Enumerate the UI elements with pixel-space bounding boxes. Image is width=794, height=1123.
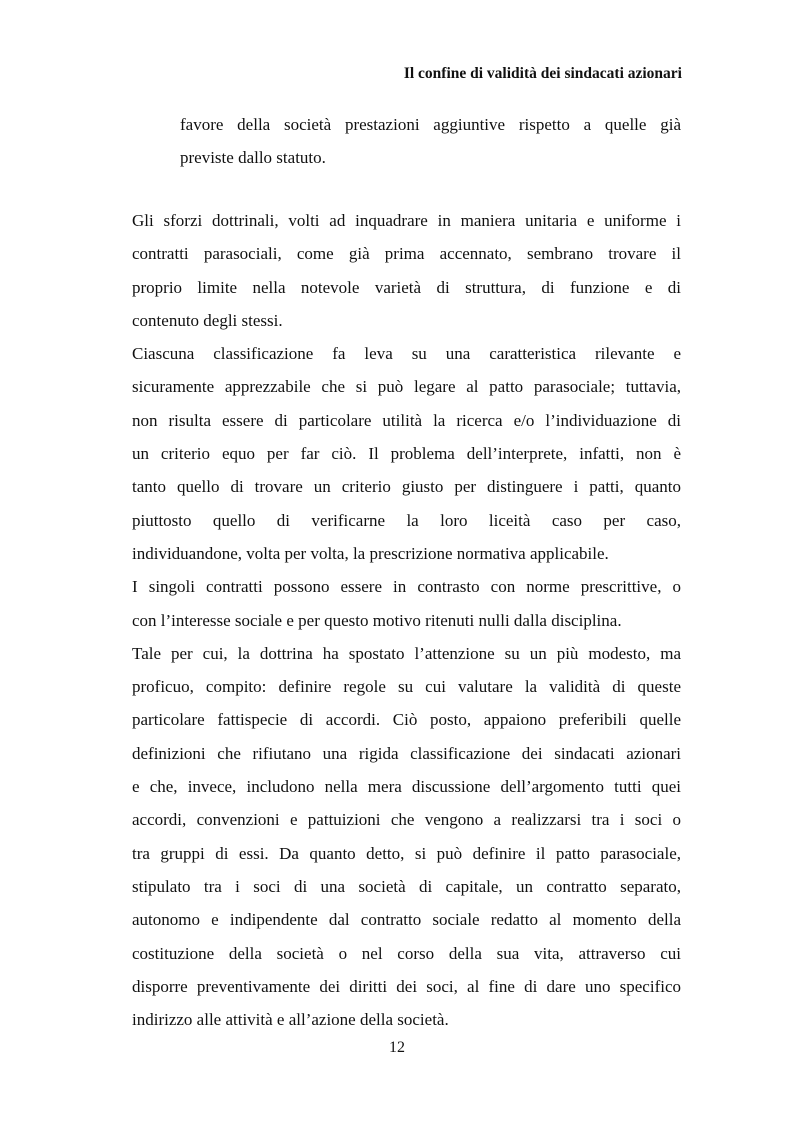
text-line: Ciascuna classificazione fa leva su una caratteristica rilevante e <box>132 344 681 364</box>
text-line: accordi, convenzioni e pattuizioni che vengono a realizzarsi tra i soci o <box>132 810 681 830</box>
text-line: proficuo, compito: definire regole su cui valutare la validità di queste <box>132 677 681 697</box>
text-line: definizioni che rifiutano una rigida classificazione dei sindacati azionari <box>132 743 681 763</box>
text-line: piuttosto quello di verificarne la loro liceità caso per caso, <box>132 510 681 530</box>
text-line: individuandone, volta per volta, la prescrizione normativa applicabile. <box>132 543 609 563</box>
text-line: tanto quello di trovare un criterio giusto per distinguere i patti, quanto <box>132 477 681 497</box>
text-line: particolare fattispecie di accordi. Ciò posto, appaiono preferibili quelle <box>132 710 681 730</box>
text-line: indirizzo alle attività e all’azione della società. <box>132 1010 449 1030</box>
text-line: proprio limite nella notevole varietà di struttura, di funzione e di <box>132 277 681 297</box>
text-line: contenuto degli stessi. <box>132 310 283 330</box>
text-line: stipulato tra i soci di una società di capitale, un contratto separato, <box>132 876 681 896</box>
text-line: sicuramente apprezzabile che si può legare al patto parasociale; tuttavia, <box>132 377 681 397</box>
text-line: I singoli contratti possono essere in contrasto con norme prescrittive, o <box>132 577 681 597</box>
text-line: Tale per cui, la dottrina ha spostato l’attenzione su un più modesto, ma <box>132 643 681 663</box>
text-line: non risulta essere di particolare utilità la ricerca e/o l’individuazione di <box>132 410 681 430</box>
text-line: un criterio equo per far ciò. Il problema dell’interprete, infatti, non è <box>132 444 681 464</box>
text-line: Gli sforzi dottrinali, volti ad inquadrare in maniera unitaria e uniforme i <box>132 211 681 230</box>
text-line: con l’interesse sociale e per questo motivo ritenuti nulli dalla disciplina. <box>132 610 622 630</box>
text-line: disporre preventivamente dei diritti dei soci, al fine di dare uno specifico <box>132 976 681 996</box>
text-line: e che, invece, includono nella mera discussione dell’argomento tutti quei <box>132 777 681 797</box>
running-header: Il confine di validità dei sindacati azionari <box>403 65 682 82</box>
quote-line: previste dallo statuto. <box>180 148 326 168</box>
indented-quote-block <box>180 108 681 175</box>
text-line: contratti parasociali, come già prima accennato, sembrano trovare il <box>132 244 681 264</box>
text-line: tra gruppi di essi. Da quanto detto, si può definire il patto parasociale, <box>132 843 681 863</box>
page-number: 12 <box>389 1039 405 1056</box>
main-text-block <box>132 204 681 1036</box>
quote-line: favore della società prestazioni aggiuntive rispetto a quelle già <box>180 115 681 134</box>
text-line: costituzione della società o nel corso della sua vita, attraverso cui <box>132 943 681 963</box>
text-line: autonomo e indipendente dal contratto sociale redatto al momento della <box>132 910 681 930</box>
